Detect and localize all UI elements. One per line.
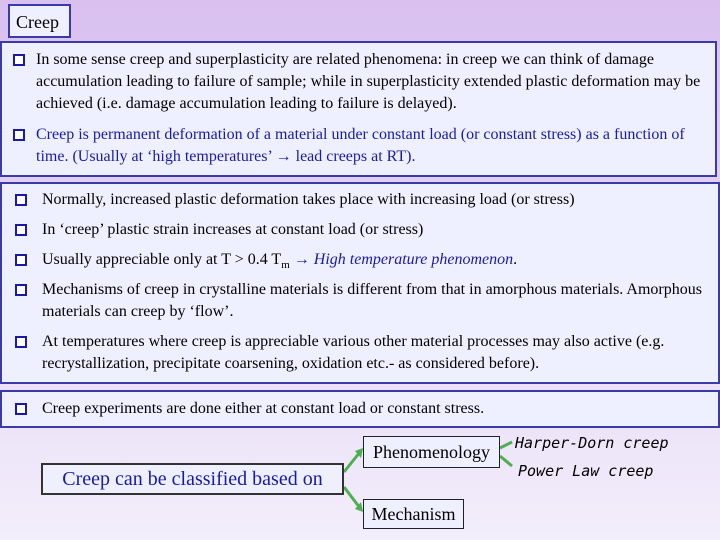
mechanism-node: Mechanism bbox=[363, 499, 464, 529]
arrow-to-power-law bbox=[500, 456, 512, 466]
period: . bbox=[513, 251, 518, 268]
bullet-text: Normally, increased plastic deformation takes place with increasing load (or stress) bbox=[42, 191, 575, 208]
hollow-square-bullet-icon bbox=[12, 53, 26, 67]
hollow-square-bullet-icon bbox=[14, 193, 28, 207]
phenomenology-node: Phenomenology bbox=[363, 436, 500, 468]
slide-title: Creep bbox=[8, 4, 71, 38]
bullet-text: In ‘creep’ plastic strain increases at constant load (or stress) bbox=[42, 221, 424, 238]
hollow-square-bullet-icon bbox=[12, 128, 26, 142]
bullet-experiments bbox=[14, 398, 714, 420]
bullet-creep-superplasticity bbox=[12, 49, 712, 115]
bullet-text: Creep is permanent deformation of a material under constant load (or constant stress) as a function of time. (Usually at ‘high temperatures’ → lead creeps at RT). bbox=[36, 126, 685, 165]
bullet-mechanisms bbox=[14, 279, 714, 323]
power-law-creep-label: Power Law creep bbox=[518, 462, 654, 480]
bullet-text: Mechanisms of creep in crystalline materials is different from that in amorphous materials. Amorphous materials can creep by ‘flow’. bbox=[42, 281, 702, 320]
bullet-text bbox=[14, 249, 714, 276]
bullet-normal-deformation bbox=[14, 189, 714, 211]
hollow-square-bullet-icon bbox=[14, 223, 28, 237]
hollow-square-bullet-icon bbox=[14, 253, 28, 267]
harper-dorn-creep-label: Harper-Dorn creep bbox=[515, 434, 669, 452]
arrow-to-harper-dorn bbox=[500, 442, 512, 448]
hollow-square-bullet-icon bbox=[14, 402, 28, 416]
arrow-to-phenomenology bbox=[344, 452, 360, 472]
high-temp-phenomenon: High temperature phenomenon bbox=[313, 251, 514, 268]
bullet-temperature bbox=[14, 249, 714, 276]
classification-root: Creep can be classified based on bbox=[41, 463, 344, 495]
bullet-text: In some sense creep and superplasticity are related phenomena: in creep we can think of damage accumulation leading to failure of sample; while in superplasticity extended plastic deformation may be achieved (i.e. damage accumulation leading to failure is delayed). bbox=[36, 51, 701, 112]
implies-arrow: → bbox=[289, 251, 314, 268]
bullet-creep-definition bbox=[12, 124, 712, 168]
temperature-text: Usually appreciable only at T > 0.4 T bbox=[42, 251, 282, 268]
bullet-text: At temperatures where creep is appreciable various other material processes may also active (e.g. recrystallization, precipitate coarsening, oxidation etc.- as considered before). bbox=[42, 333, 665, 372]
bullet-text: Creep experiments are done either at constant load or constant stress. bbox=[42, 400, 485, 417]
bullet-other-processes bbox=[14, 331, 714, 375]
hollow-square-bullet-icon bbox=[14, 335, 28, 349]
arrowhead-mechanism bbox=[355, 502, 363, 512]
hollow-square-bullet-icon bbox=[14, 283, 28, 297]
arrowhead-phenomenology bbox=[355, 448, 363, 458]
bullet-creep-strain bbox=[14, 219, 714, 241]
melting-subscript: m bbox=[281, 259, 290, 272]
arrow-to-mechanism bbox=[344, 487, 360, 508]
